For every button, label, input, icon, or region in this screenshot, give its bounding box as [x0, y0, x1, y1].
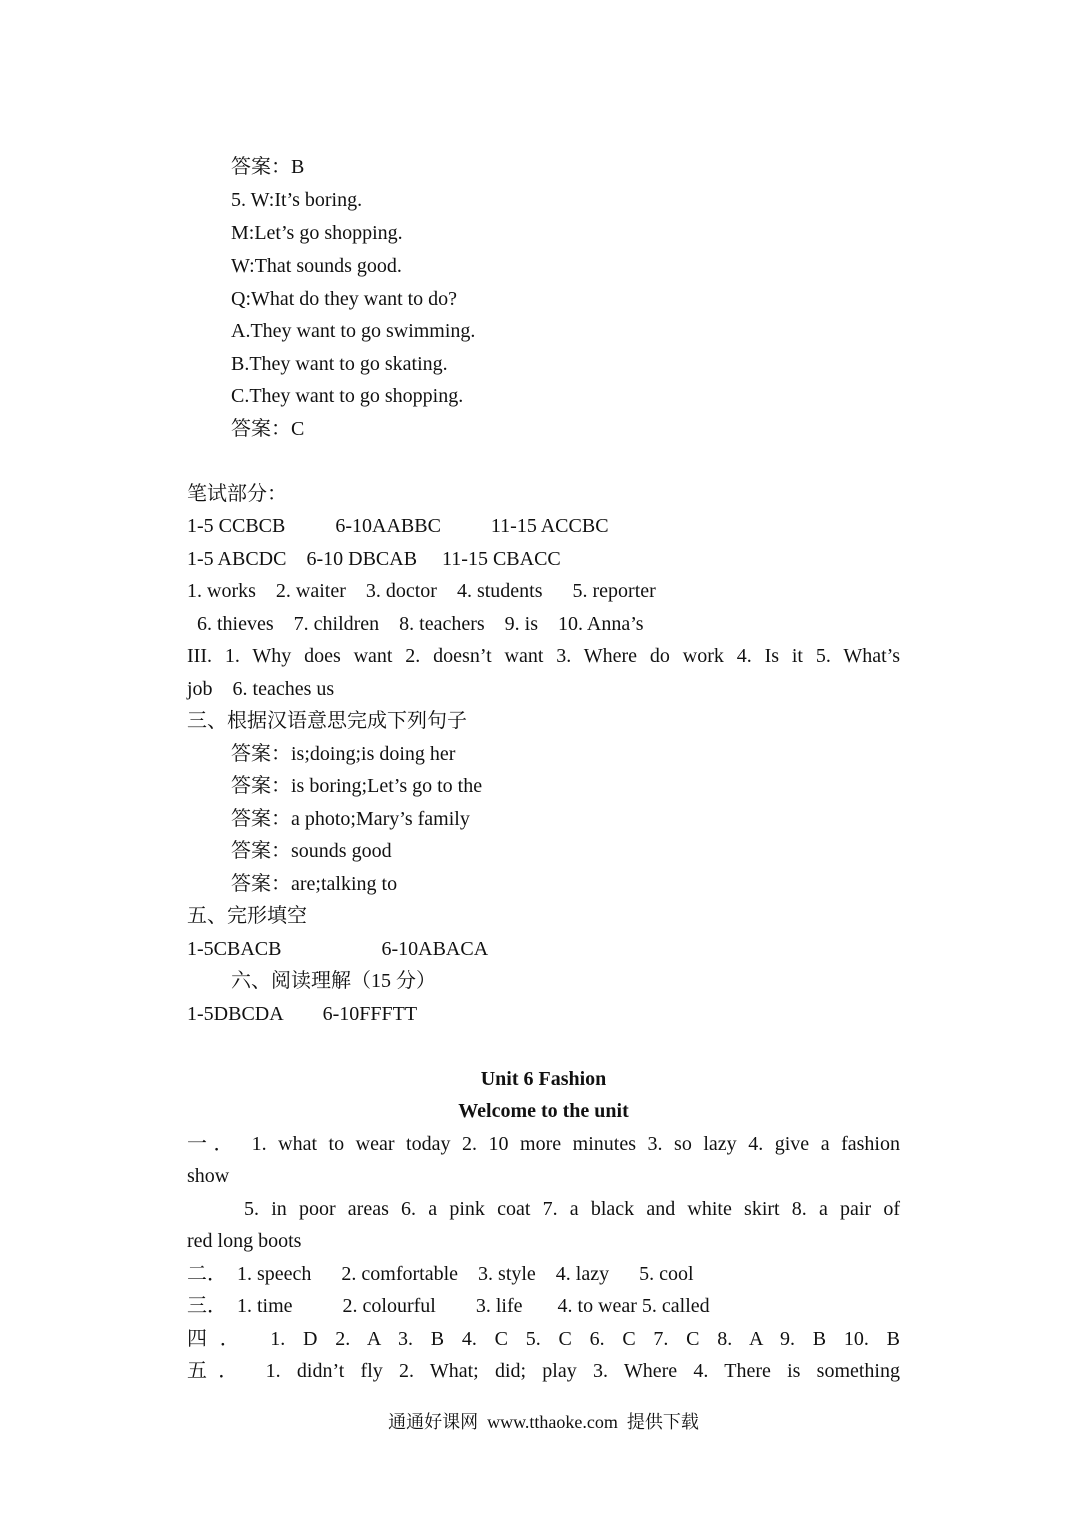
- answer-line: 答案：is;doing;is doing her: [231, 743, 456, 765]
- answer-line: 三． 1. time 2. colourful 3. life 4. to wear 5. called: [187, 1295, 710, 1317]
- option-line: B.They want to go skating.: [231, 353, 448, 375]
- answer-line: 5. in poor areas 6. a pink coat 7. a black and white skirt 8. a pair of: [244, 1198, 900, 1220]
- answer-line: 答案：is boring;Let’s go to the: [231, 775, 483, 797]
- answer-line: 1. works 2. waiter 3. doctor 4. students 5. reporter: [187, 580, 656, 602]
- answer-line: 答案：B: [231, 156, 305, 178]
- answer-line: 答案：C: [231, 418, 305, 440]
- answer-line: 1-5DBCDA 6-10FFFTT: [187, 1003, 418, 1025]
- option-line: A.They want to go swimming.: [231, 320, 476, 342]
- section-heading: 五、完形填空: [187, 905, 307, 927]
- section-heading: 六、阅读理解（15 分）: [231, 970, 436, 992]
- answer-line: 1-5 CCBCB 6-10AABBC 11-15 ACCBC: [187, 515, 609, 537]
- answer-line: III. 1. Why does want 2. doesn’t want 3. Where do work 4. Is it 5. What’s: [187, 645, 900, 667]
- dialogue-line: W:That sounds good.: [231, 255, 402, 277]
- section-heading: 三、根据汉语意思完成下列句子: [187, 710, 467, 732]
- answer-line: 答案：a photo;Mary’s family: [231, 808, 470, 830]
- answer-line: 五． 1. didn’t fly 2. What; did; play 3. Where 4. There is something: [187, 1360, 900, 1382]
- dialogue-line: 5. W:It’s boring.: [231, 189, 363, 211]
- answer-line: 答案：are;talking to: [231, 873, 398, 895]
- section-heading: 笔试部分：: [187, 483, 287, 505]
- answer-line: job 6. teaches us: [187, 678, 335, 700]
- answer-line: show: [187, 1165, 230, 1187]
- unit-title: Unit 6 Fashion: [480, 1068, 607, 1090]
- answer-line: 1-5CBACB 6-10ABACA: [187, 938, 489, 960]
- question-line: Q:What do they want to do?: [231, 288, 458, 310]
- dialogue-line: M:Let’s go shopping.: [231, 222, 403, 244]
- unit-subtitle: Welcome to the unit: [458, 1100, 629, 1122]
- answer-line: 答案：sounds good: [231, 840, 392, 862]
- page-footer: 通通好课网 www.tthaoke.com 提供下载: [388, 1412, 699, 1432]
- option-line: C.They want to go shopping.: [231, 385, 464, 407]
- answer-line: 四． 1. D 2. A 3. B 4. C 5. C 6. C 7. C 8. A 9. B 10. B: [187, 1328, 900, 1350]
- answer-line: red long boots: [187, 1230, 302, 1252]
- answer-line: 一． 1. what to wear today 2. 10 more minutes 3. so lazy 4. give a fashion: [187, 1133, 900, 1155]
- answer-line: 1-5 ABCDC 6-10 DBCAB 11-15 CBACC: [187, 548, 561, 570]
- answer-line: 6. thieves 7. children 8. teachers 9. is 10. Anna’s: [187, 613, 644, 635]
- answer-line: 二． 1. speech 2. comfortable 3. style 4. lazy 5. cool: [187, 1263, 694, 1285]
